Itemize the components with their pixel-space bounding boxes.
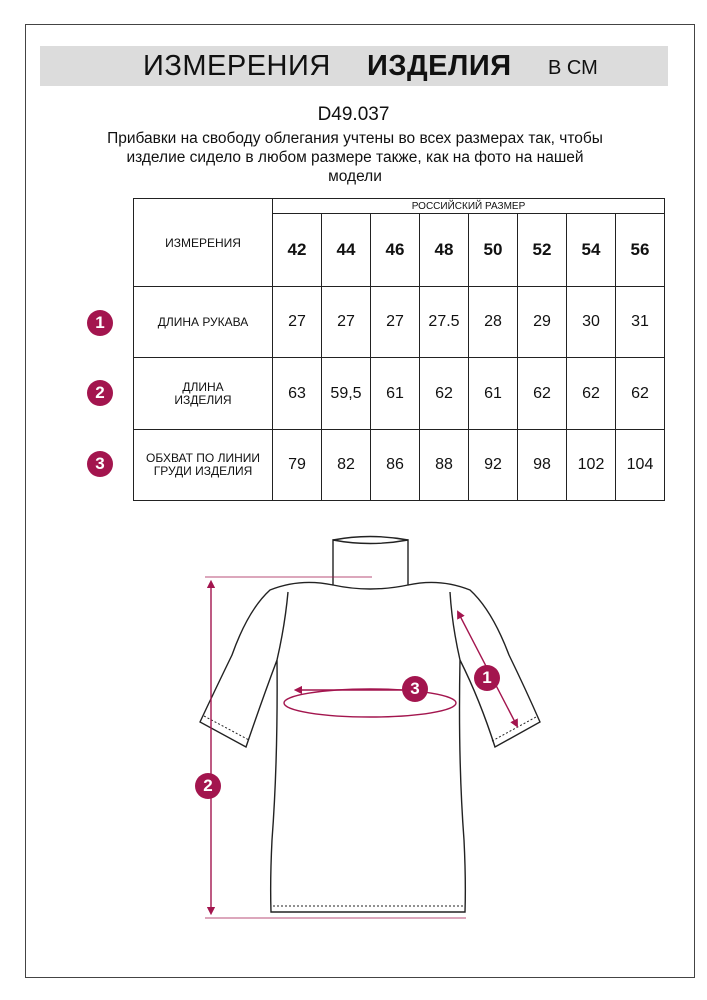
- row-label: ДЛИНА РУКАВА: [134, 287, 273, 358]
- table-cell: 62: [518, 358, 567, 430]
- table-cell: 27: [371, 287, 420, 358]
- table-cell: 86: [371, 430, 420, 501]
- model-code: D49.037: [317, 104, 390, 125]
- sleeve-badge: 1: [474, 665, 500, 691]
- chest-badge: 3: [402, 676, 428, 702]
- russian-size-header: РОССИЙСКИЙ РАЗМЕР: [273, 199, 665, 214]
- row-badge-sleeve: 1: [87, 310, 113, 336]
- table-cell: 88: [420, 430, 469, 501]
- table-cell: 62: [420, 358, 469, 430]
- table-cell: 63: [273, 358, 322, 430]
- header-units: В СМ: [548, 57, 598, 79]
- measure-header: ИЗМЕРЕНИЯ: [134, 199, 273, 287]
- table-cell: 29: [518, 287, 567, 358]
- table-cell: 28: [469, 287, 518, 358]
- table-cell: 79: [273, 430, 322, 501]
- header-title-product: ИЗДЕЛИЯ: [367, 50, 512, 82]
- row-badge-length: 2: [87, 380, 113, 406]
- table-cell: 27: [322, 287, 371, 358]
- size-header: 52: [518, 214, 567, 287]
- table-cell: 104: [616, 430, 665, 501]
- size-header: 50: [469, 214, 518, 287]
- size-header: 46: [371, 214, 420, 287]
- table-cell: 92: [469, 430, 518, 501]
- table-cell: 102: [567, 430, 616, 501]
- table-cell: 82: [322, 430, 371, 501]
- size-header: 54: [567, 214, 616, 287]
- table-cell: 59,5: [322, 358, 371, 430]
- size-header: 42: [273, 214, 322, 287]
- table-cell: 27.5: [420, 287, 469, 358]
- table-cell: 98: [518, 430, 567, 501]
- row-label: ОБХВАТ ПО ЛИНИИ ГРУДИ ИЗДЕЛИЯ: [134, 430, 273, 501]
- fit-note: Прибавки на свободу облегания учтены во всех размерах так, чтобы изделие сидело в любом размере также, как на фото на нашей модели: [107, 130, 603, 185]
- header-title-measurements: ИЗМЕРЕНИЯ: [143, 50, 331, 82]
- row-badge-chest: 3: [87, 451, 113, 477]
- turtleneck-tee-outline: [200, 537, 540, 913]
- length-measure: [205, 577, 466, 918]
- size-header: 48: [420, 214, 469, 287]
- row-label: ДЛИНА ИЗДЕЛИЯ: [134, 358, 273, 430]
- table-cell: 61: [371, 358, 420, 430]
- table-cell: 30: [567, 287, 616, 358]
- table-cell: 62: [616, 358, 665, 430]
- table-cell: 61: [469, 358, 518, 430]
- size-header: 56: [616, 214, 665, 287]
- length-badge: 2: [195, 773, 221, 799]
- table-cell: 62: [567, 358, 616, 430]
- size-header: 44: [322, 214, 371, 287]
- chest-measure: [284, 689, 456, 717]
- table-cell: 27: [273, 287, 322, 358]
- table-cell: 31: [616, 287, 665, 358]
